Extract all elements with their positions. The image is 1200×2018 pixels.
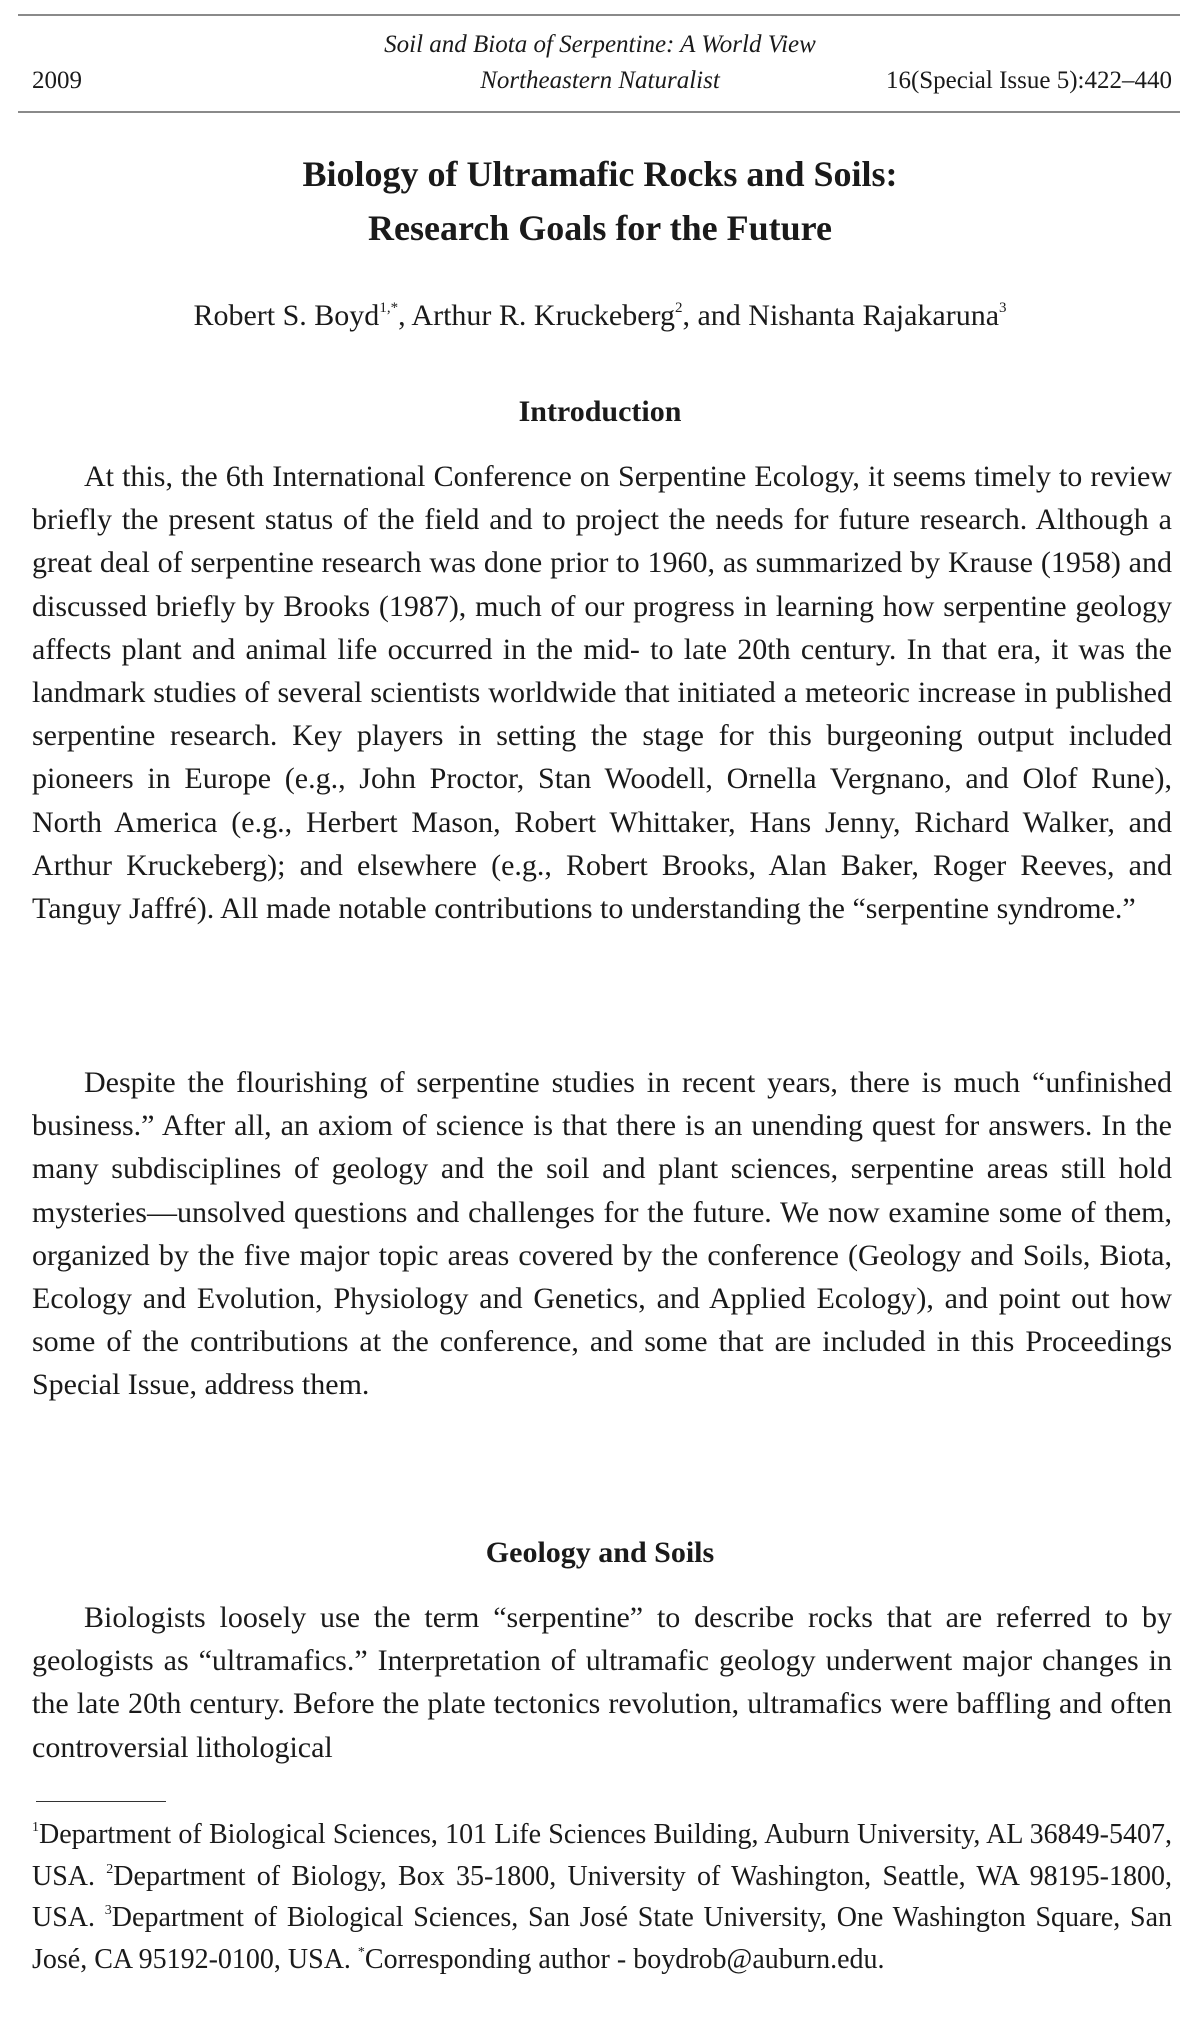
author-name: Arthur R. Kruckeberg [411, 299, 675, 332]
affiliation-marker: 1,* [379, 300, 399, 316]
publication-year: 2009 [32, 67, 82, 94]
title-line-2: Research Goals for the Future [368, 208, 832, 248]
header-bottom-rule [18, 111, 1180, 113]
author-name: Nishanta Rajakaruna [748, 299, 1000, 332]
section-heading-geology-and-soils: Geology and Soils [485, 1536, 715, 1569]
affiliation-marker: 3 [999, 300, 1007, 316]
footnotes [32, 1814, 1172, 1980]
author-separator: , [398, 299, 412, 332]
author-name: Robert S. Boyd [193, 299, 380, 332]
geology-paragraph-1: Biologists loosely use the term “serpentine” to describe rocks that are referred to by geologists as “ultramafics.” Interpretation of ultramafic geology underwent major changes in the late 20th century. Before the plate tectonics revolution, ultramafics were baffling and often controversial lithological [32, 1601, 1172, 1764]
footnote-marker: * [357, 1944, 365, 1960]
footnote-text: Corresponding author - boydrob@auburn.edu. [364, 1943, 885, 1975]
title-line-1: Biology of Ultramafic Rocks and Soils: [302, 154, 898, 194]
footnote-rule [36, 1801, 166, 1802]
volume-citation: 16(Special Issue 5):422–440 [885, 67, 1172, 94]
author-separator: , and [682, 299, 749, 332]
affiliation-marker: 2 [674, 300, 683, 316]
intro-paragraph-1: At this, the 6th International Conference on Serpentine Ecology, it seems timely to review briefly the present status of the field and to project the needs for future research. Although a great deal of serpentine research was done prior to 1960, as summarized by Krause (1958) and discussed briefly by Brooks (1987), much of our progress in learning how serpentine geology affects plant and animal life occurred in the mid- to late 20th century. In that era, it was the landmark studies of several scientists worldwide that initiated a meteoric increase in published serpentine research. Key players in setting the stage for this burgeoning output included pioneers in Europe (e.g., John Proctor, Stan Woodell, Ornella Vergnano, and Olof Rune), North America (e.g., Herbert Mason, Robert Whittaker, Hans Jenny, Richard Walker, and Arthur Kruckeberg); and elsewhere (e.g., Robert Brooks, Alan Baker, Roger Reeves, and Tanguy Jaffré). All made notable contributions to understanding the “serpentine syndrome.” [32, 460, 1172, 926]
journal-name: Northeastern Naturalist [480, 67, 720, 94]
header-top-rule [18, 14, 1180, 16]
author-list [0, 296, 1200, 336]
footnote-text: Department of Biological Sciences, 101 Life Sciences Building, Auburn University, AL 36849-5407, USA. [32, 1819, 1172, 1892]
section-heading-introduction: Introduction [518, 395, 682, 428]
intro-paragraph-2: Despite the flourishing of serpentine studies in recent years, there is much “unfinished business.” After all, an axiom of science is that there is an unending quest for answers. In the many subdisciplines of geology and the soil and plant sciences, serpentine areas still hold mysteries—unsolved questions and challenges for the future. We now examine some of them, organized by the five major topic areas covered by the conference (Geology and Soils, Biota, Ecology and Evolution, Physiology and Genetics, and Applied Ecology), and point out how some of the contributions at the conference, and some that are included in this Proceedings Special Issue, address them. [32, 1066, 1172, 1402]
footnote-marker: 2 [106, 1861, 114, 1877]
article-title [0, 147, 1200, 255]
footnote-marker: 3 [104, 1903, 112, 1918]
series-title: Soil and Biota of Serpentine: A World View [384, 31, 816, 58]
footnote-marker: 1 [32, 1820, 39, 1835]
footnote-text: Department of Biology, Box 35-1800, University of Washington, Seattle, WA 98195-1800, USA. [32, 1860, 1173, 1933]
footnote-text: Department of Biological Sciences, San José State University, One Washington Square, San José, CA 95192-0100, USA. [32, 1902, 1173, 1975]
